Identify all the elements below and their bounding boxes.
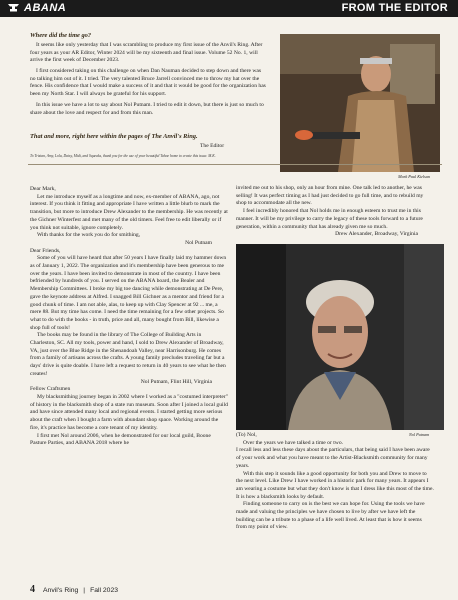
page-footer bbox=[30, 584, 118, 595]
editor-question: Where did the time go? bbox=[30, 32, 92, 39]
editor-thanks: To Tristan, Amy, Lola, Daisy, Midi, and Squeaks, thank you for the use of your beautiful Tahoe home to create this issue. M.K. bbox=[30, 154, 216, 158]
editor-signature: The Editor bbox=[200, 143, 225, 149]
section-divider bbox=[28, 164, 442, 165]
letter-paragraph: With this step it sounds like a good opportunity for both you and Drew to move to the next level. Like Drew I have worked in a historic park for many years. It appears I am wearing a costume but what they don't know is that I dress like this most of the time. It is how a blacksmith looks by default. bbox=[236, 470, 434, 500]
editor-paragraph: It seems like only yesterday that I was scrambling to produce my first issue of the Anvil's Ring. After four years as your AR Editor, Winter 2024 will be my sixteenth and final issue. Volume 52 No. 1, will arrive the first week of December 2023. bbox=[30, 42, 263, 64]
nol-photo-caption: Nol Putnam bbox=[409, 432, 430, 437]
footer-separator: | bbox=[83, 587, 86, 594]
issue-label: Fall 2023 bbox=[90, 587, 119, 594]
left-column bbox=[30, 186, 228, 448]
right-column-bottom bbox=[236, 432, 434, 532]
editor-note bbox=[30, 42, 268, 121]
letter-paragraph: (To) Nol, bbox=[236, 432, 257, 438]
letter-paragraph: I feel incredibly honored that Nol holds me in enough esteem to trust me in this manner. It will be my privilege to carry the legacy of these tools forward to a future generation, within a community that has already given me so much. bbox=[236, 208, 423, 230]
letter-paragraph: Over the years we have talked a time or two. bbox=[243, 439, 344, 446]
editor-closing: That and more, right here within the pages of The Anvil's Ring. bbox=[30, 133, 198, 140]
editor-photo-caption: Mark Paul Kielsan bbox=[398, 174, 430, 179]
page-header bbox=[0, 0, 458, 17]
letter-paragraph: invited me out to his shop, only an hour from mine. One talk led to another, he was selling! It was perfect timing as I had just decided to go full time, and to rebuild my shop to accommodate all the new. bbox=[236, 185, 424, 207]
letter-paragraph: The books may be found in the library of The College of Building Arts in Charleston, SC. All my tools, power and hand, I sold to Drew Alexander of Broadway, VA, just over the Blue Ridge in the Shenandoah Valley, near Harrisonburg. He comes from a family of artisans across the crafts. A young family precludes traveling far but a days' drive is quite doable. I have left a request to return in 40 years to see what he then creates! bbox=[30, 332, 226, 377]
letter-paragraph: Finding someone to carry on is the best we can hope for. Using the tools we have made and valuing the principles we have chosen to live by after we have left the building can be a tribute to a phase of a life well lived. At least that is how it seems from my point of view. bbox=[236, 501, 425, 531]
letter-paragraph: I recall less and less these days about the particulars, that being said I have been aware of your work and what you have meant to the Artist-Blacksmith community for many years. bbox=[236, 447, 430, 469]
letter-paragraph: Let me introduce myself as a longtime and now, ex-member of ABANA, ago, not interest. If you think it fitting and appropriate I have written a little blurb to mark the transition, but more to introduce Drew Alexander to the membership. He was recently at the Gichner Winterfest and met many of the old timers. Feel free to edit liberally or if you think not suitable, ignore completely. bbox=[30, 193, 228, 231]
letter-paragraph: I first met Nol around 2006, when he demonstrated for our local guild, Boone Pasture Parties, and ABANA 2018 where he bbox=[30, 432, 211, 447]
right-column-top bbox=[236, 185, 434, 239]
letter-paragraph: Dear Mark, bbox=[30, 186, 56, 192]
editor-paragraph: In this issue we have a lot to say about Nol Putnam. I tried to edit it down, but there is just so much to share about the love and respect for and from this man. bbox=[30, 101, 264, 116]
letter-signature: Nol Putnam bbox=[185, 239, 212, 246]
abana-logo bbox=[7, 2, 66, 14]
letter-paragraph: With thanks for the work you do for smithing, bbox=[37, 232, 141, 239]
letter-paragraph: Dear Friends, bbox=[30, 247, 61, 254]
nol-putnam-photo bbox=[236, 244, 444, 430]
logo-text: ABANA bbox=[24, 2, 67, 14]
editor-photo bbox=[280, 34, 440, 172]
editor-paragraph: I first considered taking on this challenge on when Dan Nauman decided to step down and there was no talking him out of it. I tried. The very talented Bruce Jarrell convinced me to throw my hat over the fence. His confidence that I would make a success of it and that it would be good for the organization has been my North Star. I will always be grateful for his support. bbox=[30, 68, 266, 97]
section-title: FROM THE EDITOR bbox=[341, 2, 448, 14]
publication-name: Anvil's Ring bbox=[43, 587, 79, 594]
page-number: 4 bbox=[30, 584, 35, 595]
letter-paragraph: Some of you will have heard that after 50 years I have finally laid my hammer down as of January 1, 2022. The organization and it's membership have been generous to me over the years. I have been invited to demonstrate in most of the country. I have been befriended by hundreds of you. I served on the ABANA board, the Bealer and Membership Committees. I broke my big toe dancing while demonstrating at De Pere, gave the keynote address at Alfred. I snagged Bill Gichner as a mentor and friend for a good chunk of time. I am not able, alas, to keep up with Clay Spencer at 92 ... me, a mere 88. But my time has come. I need the time remaining for a few other projects. So what to do with the books - in truth, price and all, many bought from Bill, likewise a shop full of tools! bbox=[30, 255, 227, 331]
letter-paragraph: My blacksmithing journey began in 2002 where I worked as a "costumed interpreter" of history in the blacksmith shop of a state run museum. Soon after I joined a local guild and have since attended many local and regional events. I started getting more serious about the craft when I bought a farm with abundant shop space. Working around the fire, it's practice has become a core tenant of my identity. bbox=[30, 393, 228, 431]
letter-paragraph: Fellow Craftsmen bbox=[30, 386, 71, 393]
letter-signature: Nol Putnam, Flint Hill, Virginia bbox=[140, 378, 212, 385]
letter-signature: Drew Alexander, Broadway, Virginia bbox=[335, 231, 418, 238]
anvil-icon bbox=[7, 3, 21, 12]
